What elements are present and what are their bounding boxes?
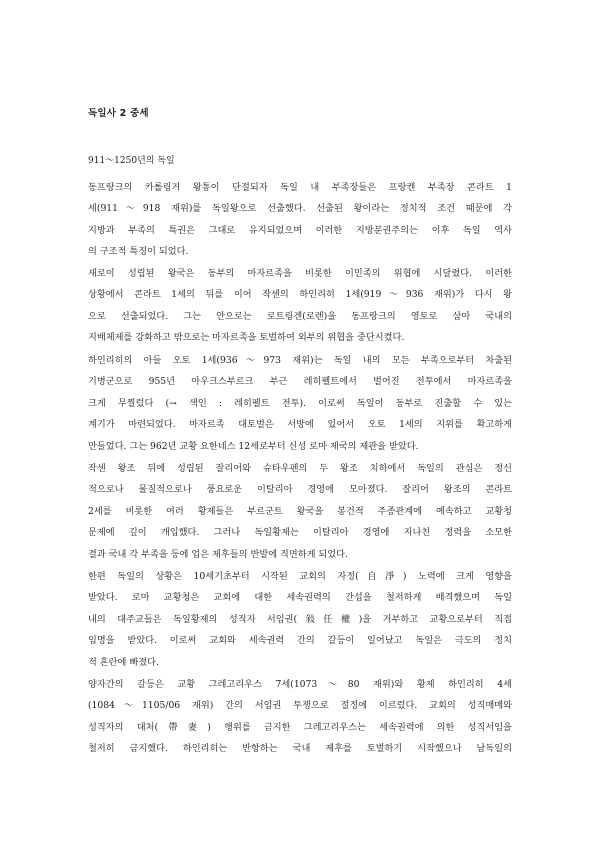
paragraph-line: 적 혼란에 빠졌다.: [88, 656, 159, 668]
paragraph-line: 2세를 비롯한 여러 황제들은 부르군트 왕국을 봉건적 주종관계에 예속하고 교황청: [88, 505, 512, 517]
paragraph-line: 세(911～918 재위)를 독일왕으로 선출했다. 선출된 왕이라는 정치적 조건 때문에 각: [88, 203, 512, 215]
paragraph-6: [88, 674, 512, 760]
paragraph-line: 새로이 성립된 왕국은 동부의 마자르족을 비롯한 이민족의 위협에 시달렸다. 이러한: [88, 268, 512, 279]
paragraph-line: 양자간의 갈등은 교황 그레고리우스 7세(1073～80 재위)와 황제 하인리히 4세: [88, 679, 512, 690]
paragraph-line: 계기가 마련되었다. 마자르족 대토벌은 서방에 있어서 오토 1세의 지위를 확고하게: [88, 419, 512, 431]
paragraph-line: 철저히 금지했다. 하인리히는 반항하는 국내 제후를 토벌하기 시작했으나 남독일의: [88, 743, 512, 755]
paragraph-line: 상황에서 콘라트 1세의 뒤를 이어 작센의 하인리히 1세(919～936 재위)가 다시 왕: [88, 289, 512, 301]
paragraph-3: [88, 350, 512, 457]
paragraph-line: 한편 독일의 상황은 10세기초부터 시작된 교회의 자정(自淨) 노력에 크게 영향을: [88, 571, 512, 582]
paragraph-line: 의 구조적 특징이 되었다.: [88, 246, 189, 258]
paragraph-4: [88, 458, 512, 565]
document-title: 독일사 2 중세: [88, 108, 149, 119]
paragraph-line: 작센 왕조 뒤에 성립된 잘리어와 슈타우펜의 두 왕조 치하에서 독일의 관심은 정신: [88, 463, 512, 474]
paragraph-line: 기병군으로 955년 아우크스부르크 부근 레히펠트에서 벌어진 전투에서 마자르족을: [88, 376, 512, 388]
paragraph-line: 동프랑크의 카롤링거 왕통이 단절되자 독일 내 부족장들은 프랑켄 부족장 콘라트 1: [88, 182, 512, 193]
paragraph-5: [88, 566, 512, 673]
paragraph-line: 내의 대주교들은 독일황제의 성직자 서임권(敍任權)을 거부하고 교황으로부터 직접: [88, 613, 512, 625]
paragraph-line: 받았다. 로마 교황청은 교회에 대한 세속권력의 간섭을 철저하게 배격했으며 독일: [88, 592, 512, 604]
paragraph-line: 문제에 깊이 개입했다. 그러나 독일황제는 이탈리아 경영에 지나친 정력을 소모한: [88, 527, 512, 539]
paragraph-1: [88, 177, 512, 263]
paragraph-line: 으로 선출되었다. 그는 안으로는 로트링겐(로렌)을 동프랑크의 영토로 삼아 국내의: [88, 310, 512, 322]
paragraph-line: 결과 국내 각 부족을 등에 업은 제후들의 반발에 직면하게 되었다.: [88, 548, 348, 560]
paragraph-line: 성직자의 대처(帶妻) 행위를 금지한 그레고리우스는 세속권력에 의한 성직서임을: [88, 721, 512, 733]
paragraph-line: 적으로나 물질적으로나 풍요로운 이탈리아 경영에 모아졌다. 잘리어 왕조의 콘라트: [88, 484, 512, 496]
paragraph-line: 임명을 받았다. 이로써 교회와 세속권력 간의 갈등이 일어났고 독일은 극도의 정치: [88, 635, 512, 647]
paragraph-line: 만들었다. 그는 962년 교황 요한네스 12세로부터 신성 로마 제국의 제관을 받았다.: [88, 440, 419, 452]
section-subtitle: 911～1250년의 독일: [88, 156, 175, 166]
paragraph-line: (1084～1105/06 재위) 간의 서임권 투쟁으로 절정에 이르렀다. 교회의 성직매매와: [88, 700, 512, 712]
paragraph-2: [88, 263, 512, 349]
paragraph-line: 하인리히의 아들 오토 1세(936～973 재위)는 독일 내의 모든 부족으로부터 차출된: [88, 355, 512, 366]
paragraph-line: 지방과 부족의 특권은 그대로 유지되었으며 이러한 지방분권주의는 이후 독일 역사: [88, 224, 512, 236]
paragraph-line: 지배체제를 강화하고 밖으로는 마자르족을 토벌하여 외부의 위협을 중단시켰다.: [88, 332, 405, 344]
paragraph-line: 크게 무찔렀다 (→ 색인 : 레히펠트 전투). 이로써 독일이 동부로 진출할 수 있는: [88, 397, 512, 409]
